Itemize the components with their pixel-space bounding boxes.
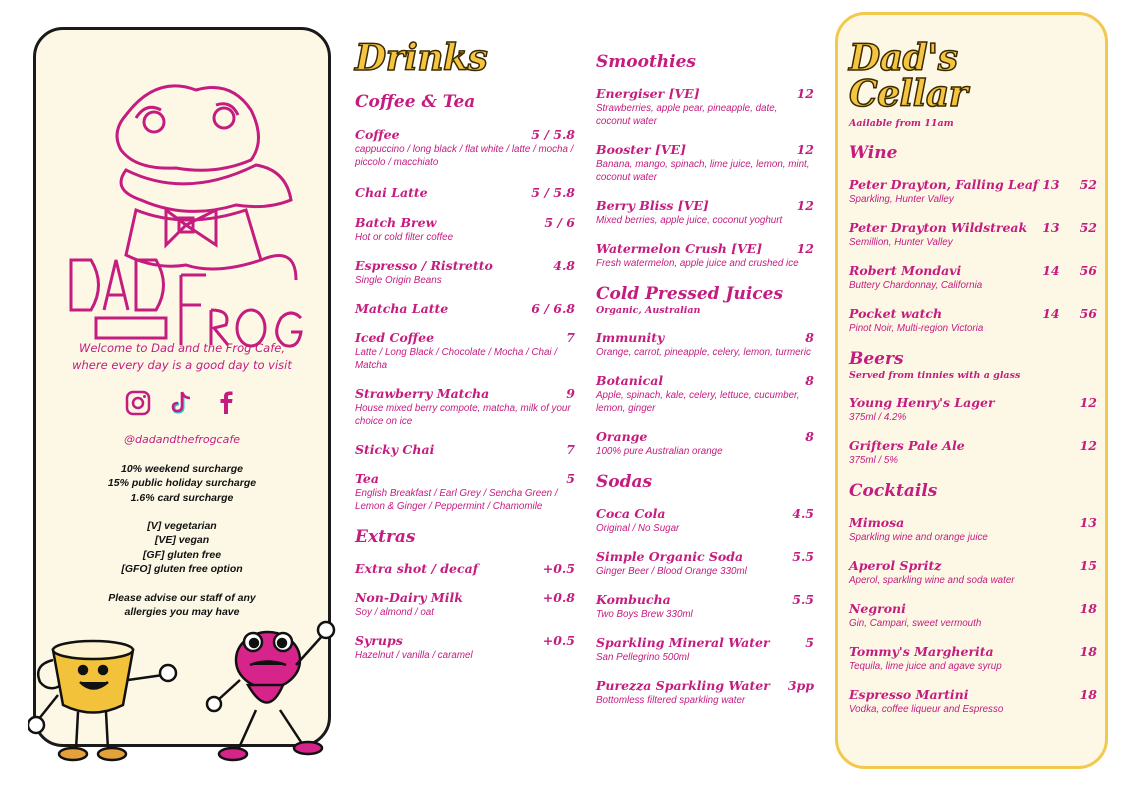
menu-item [596, 678, 814, 707]
item-desc: Apple, spinach, kale, celery, lettuce, cucumber, lemon, ginger [596, 390, 800, 414]
item-name: Sticky Chai [355, 442, 435, 457]
note-line: 10% weekend surcharge [121, 463, 243, 475]
menu-item [849, 395, 1097, 424]
menu-item [355, 386, 575, 428]
item-desc: Two Boys Brew 330ml [596, 609, 693, 620]
item-desc: Bottomless filtered sparkling water [596, 695, 746, 706]
cellar-title-line-1: Dad's [849, 37, 958, 79]
item-price: 12 [796, 86, 814, 101]
item-price: 5.5 [792, 549, 814, 564]
smoothies-heading: Smoothies [596, 52, 696, 72]
menu-item [355, 442, 575, 457]
item-name: Syrups [355, 633, 403, 648]
bottle-price: 52 [1079, 220, 1097, 235]
item-price: 5 [566, 471, 575, 486]
wine-heading: Wine [849, 143, 898, 163]
item-price: 12 [1079, 438, 1097, 453]
note-line: [V] vegetarian [147, 520, 217, 533]
item-name: Chai Latte [355, 185, 428, 200]
item-name: Batch Brew [355, 215, 437, 230]
item-price: 18 [1079, 601, 1097, 616]
item-name: Aperol Spritz [849, 558, 942, 573]
item-name: Orange [596, 429, 648, 444]
item-price: 5 / 5.8 [531, 185, 575, 200]
item-price: 5 / 6 [544, 215, 575, 230]
note-line: Please advise our staff of any [108, 591, 256, 604]
frog-mascot [207, 622, 334, 760]
cellar-column [849, 37, 1097, 716]
item-name: Purezza Sparkling Water [596, 678, 770, 693]
item-desc: Mixed berries, apple juice, coconut yoghurt [596, 215, 783, 226]
item-desc: Banana, mango, spinach, lime juice, lemon, mint, coconut water [596, 159, 810, 183]
item-name: Coca Cola [596, 506, 666, 521]
glass-price: 13 [1042, 220, 1060, 235]
note-line: [VE] vegan [154, 534, 210, 547]
item-desc: Original / No Sugar [596, 523, 680, 534]
item-price: 8 [805, 330, 814, 345]
item-name: Young Henry's Lager [849, 395, 995, 410]
item-price: 12 [1079, 395, 1097, 410]
menu-item [355, 561, 575, 576]
item-price: 5 / 5.8 [531, 127, 575, 142]
item-name: Energiser [VE] [596, 86, 700, 101]
bottle-price: 56 [1079, 306, 1097, 321]
item-desc: House mixed berry compote, matcha, milk of your choice on ice [355, 403, 571, 427]
menu-item [849, 644, 1097, 673]
item-desc: Hazelnut / vanilla / caramel [355, 650, 473, 661]
item-price: 13 [1079, 515, 1097, 530]
wine-item [849, 263, 1097, 292]
item-price: 4.8 [553, 258, 575, 273]
menu-item [596, 635, 814, 664]
note-line: 1.6% card surcharge [130, 491, 234, 504]
menu-item [355, 633, 575, 662]
menu-item [355, 215, 575, 244]
item-desc: Vodka, coffee liqueur and Espresso [849, 704, 1004, 715]
item-desc: Ginger Beer / Blood Orange 330ml [596, 566, 747, 577]
menu-item [596, 330, 814, 359]
menu-item [355, 471, 575, 513]
item-price: 5 [805, 635, 814, 650]
item-desc: Single Origin Beans [355, 275, 442, 286]
juices-heading: Cold Pressed Juices [596, 284, 784, 304]
glass-price: 14 [1042, 306, 1060, 321]
wine-item [849, 306, 1097, 335]
item-name: Iced Coffee [355, 330, 435, 345]
menu-item [596, 142, 814, 184]
item-name: Botanical [596, 373, 664, 388]
menu-item [596, 429, 814, 458]
item-desc: Buttery Chardonnay, California [849, 280, 983, 291]
item-desc: Latte / Long Black / Chocolate / Mocha / Chai / Matcha [355, 347, 558, 371]
item-price: 15 [1079, 558, 1097, 573]
item-name: Negroni [849, 601, 906, 616]
item-price: 5.5 [792, 592, 814, 607]
item-desc: Strawberries, apple pear, pineapple, date, coconut water [596, 103, 778, 127]
item-name: Sparkling Mineral Water [596, 635, 770, 650]
item-price: 8 [805, 429, 814, 444]
menu-item [596, 241, 814, 270]
item-price: 8 [805, 373, 814, 388]
item-price: 7 [566, 442, 575, 457]
item-desc: Aperol, sparkling wine and soda water [849, 575, 1015, 586]
item-desc: cappuccino / long black / flat white / latte / mocha / piccolo / macchiato [355, 144, 574, 168]
extras-heading: Extras [355, 527, 416, 547]
item-price: 12 [796, 241, 814, 256]
beers-subheading: Served from tinnies with a glass [849, 370, 1021, 381]
item-desc: Hot or cold filter coffee [355, 232, 454, 243]
item-desc: Orange, carrot, pineapple, celery, lemon, turmeric [596, 347, 811, 358]
menu-item [355, 185, 575, 200]
note-line: 15% public holiday surcharge [107, 477, 257, 490]
item-name: Extra shot / decaf [355, 561, 479, 576]
menu-item [355, 258, 575, 287]
glass-price: 13 [1042, 177, 1060, 192]
note-line: [GFO] gluten free option [121, 563, 243, 576]
item-price: 3pp [787, 678, 814, 693]
note-line: [GF] gluten free [142, 548, 222, 561]
menu-item [849, 558, 1097, 587]
item-desc: English Breakfast / Earl Grey / Sencha Green / Lemon & Ginger / Peppermint / Chamomile [355, 488, 558, 512]
item-name: Booster [VE] [596, 142, 686, 157]
wine-item [849, 177, 1097, 206]
menu-item [596, 549, 814, 578]
item-price: 9 [566, 386, 575, 401]
item-desc: Pinot Noir, Multi-region Victoria [849, 323, 984, 334]
bottle-price: 52 [1079, 177, 1097, 192]
cellar-title-line-2: Cellar [849, 73, 968, 115]
note-line: allergies you may have [124, 605, 240, 618]
social-icons [36, 390, 328, 416]
item-name: Matcha Latte [355, 301, 449, 316]
menu-item [596, 86, 814, 128]
menu-item [355, 301, 575, 316]
item-name: Non-Dairy Milk [355, 590, 463, 605]
item-name: Immunity [596, 330, 665, 345]
menu-item [596, 373, 814, 415]
item-desc: Fresh watermelon, apple juice and crushed ice [596, 258, 799, 269]
sodas-heading: Sodas [596, 472, 653, 492]
welcome-line-2: where every day is a good day to visit [72, 358, 292, 372]
item-name: Simple Organic Soda [596, 549, 744, 564]
item-desc: Sparkling wine and orange juice [849, 532, 988, 543]
item-desc: 100% pure Australian orange [596, 446, 723, 457]
menu-item [849, 601, 1097, 630]
item-name: Mimosa [849, 515, 905, 530]
item-desc: Tequila, lime juice and agave syrup [849, 661, 1002, 672]
drinks-column [355, 37, 575, 662]
item-price: 18 [1079, 644, 1097, 659]
mascot-illustration [28, 620, 348, 770]
smoothies-column [596, 52, 814, 707]
item-name: Robert Mondavi [849, 263, 962, 278]
item-name: Peter Drayton, Falling Leaf [849, 177, 1039, 192]
glass-price: 14 [1042, 263, 1060, 278]
surcharge-notes [36, 462, 328, 619]
menu-item [355, 127, 575, 169]
tiktok-icon[interactable] [169, 390, 195, 416]
item-name: Tommy's Margherita [849, 644, 994, 659]
cup-mascot [28, 641, 176, 760]
welcome-text [36, 340, 328, 374]
menu-item [596, 592, 814, 621]
item-price: 12 [796, 142, 814, 157]
item-name: Kombucha [596, 592, 671, 607]
instagram-icon[interactable] [125, 390, 151, 416]
menu-item [355, 330, 575, 372]
item-name: Strawberry Matcha [355, 386, 490, 401]
wine-item [849, 220, 1097, 249]
menu-item [849, 438, 1097, 467]
item-desc: 375ml / 4.2% [849, 412, 907, 423]
cocktails-heading: Cocktails [849, 481, 938, 501]
menu-item [355, 590, 575, 619]
dad-and-the-frog-logo [66, 60, 306, 350]
item-name: Coffee [355, 127, 400, 142]
juices-subheading: Organic, Australian [596, 305, 701, 316]
menu-item [596, 506, 814, 535]
note-line [36, 576, 328, 590]
item-price: 7 [566, 330, 575, 345]
item-desc: Sparkling, Hunter Valley [849, 194, 954, 205]
social-handle: @dadandthefrogcafe [124, 433, 240, 446]
item-name: Grifters Pale Ale [849, 438, 965, 453]
menu-item [849, 687, 1097, 716]
coffee-tea-heading: Coffee & Tea [355, 92, 476, 112]
item-price: +0.5 [542, 561, 575, 576]
item-name: Pocket watch [849, 306, 943, 321]
menu-item [596, 198, 814, 227]
item-desc: Gin, Campari, sweet vermouth [849, 618, 982, 629]
item-price: 4.5 [792, 506, 814, 521]
cellar-subtitle: Aailable from 11am [849, 118, 954, 129]
item-desc: San Pellegrino 500ml [596, 652, 690, 663]
item-price: 6 / 6.8 [531, 301, 575, 316]
item-price: +0.5 [542, 633, 575, 648]
item-desc: Semillion, Hunter Valley [849, 237, 953, 248]
item-name: Espresso Martini [849, 687, 969, 702]
item-price: +0.8 [542, 590, 575, 605]
menu-item [849, 515, 1097, 544]
item-desc: Soy / almond / oat [355, 607, 434, 618]
note-line [36, 505, 328, 519]
beers-heading: Beers [849, 349, 904, 369]
welcome-line-1: Welcome to Dad and the Frog Cafe, [78, 341, 285, 355]
item-name: Peter Drayton Wildstreak [849, 220, 1028, 235]
item-price: 12 [796, 198, 814, 213]
item-name: Espresso / Ristretto [355, 258, 493, 273]
item-name: Tea [355, 471, 379, 486]
item-desc: 375ml / 5% [849, 455, 899, 466]
bottle-price: 56 [1079, 263, 1097, 278]
item-name: Watermelon Crush [VE] [596, 241, 763, 256]
item-price: 18 [1079, 687, 1097, 702]
facebook-icon[interactable] [213, 390, 239, 416]
drinks-title: Drinks [355, 37, 488, 79]
item-name: Berry Bliss [VE] [596, 198, 709, 213]
